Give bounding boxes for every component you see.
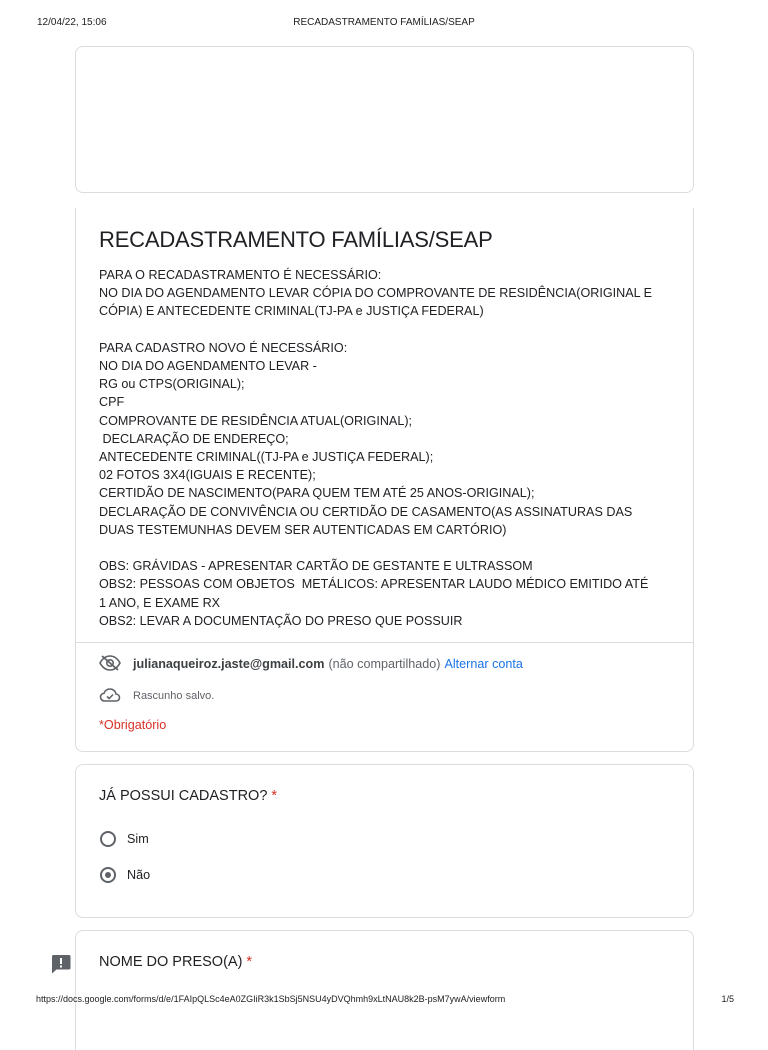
form-title: RECADASTRAMENTO FAMÍLIAS/SEAP bbox=[99, 227, 493, 252]
switch-account-link[interactable]: Alternar conta bbox=[444, 657, 523, 671]
question-card-already-registered bbox=[75, 764, 694, 918]
eye-off-icon bbox=[99, 655, 121, 674]
feedback-icon[interactable] bbox=[50, 953, 72, 980]
question-title bbox=[99, 954, 252, 970]
question-card-prisoner-name bbox=[75, 930, 694, 1050]
print-datetime: 12/04/22, 15:06 bbox=[37, 17, 107, 28]
form-description: PARA O RECADASTRAMENTO É NECESSÁRIO: NO DIA DO AGENDAMENTO LEVAR CÓPIA DO COMPROVANTE DE RESIDÊNCIA(ORIGINAL E CÓPIA) E ANTECEDENTE CRIMINAL(TJ-PA e JUSTIÇA FEDERAL) PARA CADASTRO NOVO É NECESSÁRIO: NO DIA DO AGENDAMENTO LEVAR - RG ou CTPS(ORIGINAL); CPF COMPROVANTE DE RESIDÊNCIA ATUAL(ORIGINAL); DECLARAÇÃO DE ENDEREÇO; ANTECEDENTE CRIMINAL((TJ-PA e JUSTIÇA FEDERAL); 02 FOTOS 3X4(IGUAIS E RECENTE); CERTIDÃO DE NASCIMENTO(PARA QUEM TEM ATÉ 25 ANOS-ORIGINAL); DECLARAÇÃO DE CONVIVÊNCIA OU CERTIDÃO DE CASAMENTO(AS ASSINATURAS DAS DUAS TESTEMUNHAS DEVEM SER AUTENTICADAS EM CARTÓRIO) OBS: GRÁVIDAS - APRESENTAR CARTÃO DE GESTANTE E ULTRASSOM OBS2: PESSOAS COM OBJETOS METÁLICOS: APRESENTAR LAUDO MÉDICO EMITIDO ATÉ 1 ANO, E EXAME RX OBS2: LEVAR A DOCUMENTAÇÃO DO PRESO QUE POSSUIR bbox=[99, 268, 653, 628]
required-asterisk: * bbox=[271, 788, 278, 804]
draft-saved-text: Rascunho salvo. bbox=[133, 690, 215, 702]
option-label: Não bbox=[127, 868, 151, 882]
radio-option-sim[interactable] bbox=[100, 831, 149, 847]
divider bbox=[76, 642, 693, 643]
option-label: Sim bbox=[127, 832, 149, 846]
form-intro-card bbox=[75, 208, 694, 752]
radio-button-unchecked[interactable] bbox=[100, 831, 116, 847]
print-title: RECADASTRAMENTO FAMÍLIAS/SEAP bbox=[293, 17, 475, 28]
account-row bbox=[99, 654, 523, 674]
not-shared-label: (não compartilhado) bbox=[328, 657, 441, 671]
print-url: https://docs.google.com/forms/d/e/1FAIpQLSc4eA0ZGIiR3k1SbSj5NSU4yDVQhmh9xLtNAU8k2B-psM7ywA/viewform bbox=[36, 994, 506, 1004]
question-title-text: JÁ POSSUI CADASTRO? bbox=[99, 788, 268, 804]
draft-status-row bbox=[99, 686, 214, 706]
radio-button-checked[interactable] bbox=[100, 867, 116, 883]
form-header-banner bbox=[75, 46, 694, 193]
radio-option-nao[interactable] bbox=[100, 867, 150, 883]
required-asterisk: * bbox=[246, 954, 253, 970]
question-title-text: NOME DO PRESO(A) bbox=[99, 954, 243, 970]
cloud-done-icon bbox=[99, 687, 121, 706]
question-title bbox=[99, 788, 277, 804]
required-note: *Obrigatório bbox=[99, 718, 167, 732]
account-email: julianaqueiroz.jaste@gmail.com bbox=[133, 657, 325, 671]
print-page-number: 1/5 bbox=[721, 994, 734, 1004]
